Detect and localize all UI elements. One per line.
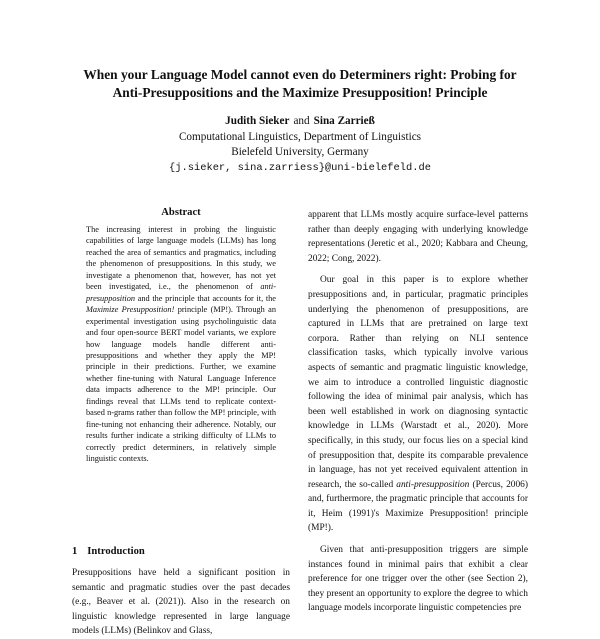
- intro-paragraph-left: Presuppositions have held a significant position in semantic and pragmatic studies over the past decades (e.g., Beaver et al. (2021)). Also in the research on linguistic knowledge represented in large language models (LLMs) (Belinkov and Glass,: [72, 568, 290, 637]
- right-column: [308, 208, 528, 623]
- paper-title: [40, 66, 560, 102]
- intro-paragraph-1: apparent that LLMs mostly acquire surface-level patterns rather than deeply engaging with underlying knowledge representations (Jeretic et al., 2020; Kabbara and Cheung, 2022; Cong, 2022).: [308, 210, 528, 264]
- section-number: 1: [72, 546, 78, 557]
- author-block: [40, 114, 560, 176]
- author-conjunction: and: [293, 115, 310, 127]
- section-title: Introduction: [87, 546, 145, 557]
- author-email[interactable]: {j.sieker, sina.zarriess}@uni-bielefeld.de: [169, 161, 431, 174]
- abstract-body: [86, 224, 276, 465]
- abstract-text-2: and the principle that accounts for it, the: [135, 293, 276, 303]
- paper-title-line-2: Anti-Presuppositions and the Maximize Presupposition! Principle: [112, 85, 488, 100]
- abstract-text-1: The increasing interest in probing the linguistic capabilities of large language models (LLMs) has long reached the area of semantics and pragmatics, including the phenomenon of presuppositions. In this study, we investigate a phenomenon that, however, has not yet been investigated, i.e., the phenomenon of: [86, 225, 276, 292]
- intro-paragraph-2-text-1: Our goal in this paper is to explore whether presuppositions and, in particular, pragmatic principles underlying the phenomenon of presuppositions, are captured in LLMs that are pretrained on large text corpora. Rather than relying on NLI sentence classification tasks, which typically involve various aspects of semantic and pragmatic linguistic knowledge, we aim to introduce a controlled linguistic diagnostic following the idea of minimal pair analysis, which has been well established in work on diagnosing syntactic knowledge in LLMs (Warstadt et al., 2020). More specifically, in this study, our focus lies on a special kind of presupposition that, despite its comparable prevalence in language, has not yet received equivalent attention in research, the so-called: [308, 275, 528, 490]
- abstract-emphasis-maximize-presupposition: Maximize Presupposition!: [86, 305, 175, 315]
- intro-emphasis-anti-presupposition: anti-presupposition: [396, 479, 470, 490]
- abstract-emphasis-anti-presupposition: anti-presupposition: [86, 282, 276, 303]
- author-2: Sina Zarrieß: [313, 115, 375, 127]
- affiliation-line-1: Computational Linguistics, Department of Linguistics: [178, 130, 422, 143]
- author-1: Judith Sieker: [225, 115, 290, 127]
- intro-paragraph-3: Given that anti-presupposition triggers are simple instances found in minimal pairs that exhibit a clear preference for one trigger over the other (see Section 2), they present an opportunity to explore the degree to which language models incorporate linguistic competencies pre: [308, 545, 528, 614]
- paper-title-line-1: When your Language Model cannot even do Determiners right: Probing for: [83, 67, 517, 82]
- intro-paragraph-2-text-2: (Percus, 2006) and, furthermore, the pragmatic principle that accounts for it, Heim (1991)'s Maximize Presupposition! principle (MP!).: [308, 479, 528, 534]
- abstract-text-3: principle (MP!). Through an experimental investigation using psycholinguistic data and four open-source BERT model variants, we explore how language models handle different anti-presuppositions and whether they apply the MP! principle in their predictions. Further, we examine whether fine-tuning with Natural Language Inference data impacts adherence to the MP! principle. Our findings reveal that LLMs tend to replicate context-based n-grams rather than follow the MP! principle, with fine-tuning not enhancing their adherence. Notably, our results further indicate a striking difficulty of LLMs to correctly predict determiners, in relatively simple linguistic contexts.: [86, 305, 276, 464]
- abstract-heading: Abstract: [161, 207, 201, 218]
- abstract-paragraph: [86, 224, 276, 465]
- intro-paragraph-2: [308, 273, 528, 536]
- affiliation-line-2: Bielefeld University, Germany: [231, 146, 369, 158]
- author-names: [40, 114, 560, 130]
- section-heading-introduction: [72, 545, 290, 558]
